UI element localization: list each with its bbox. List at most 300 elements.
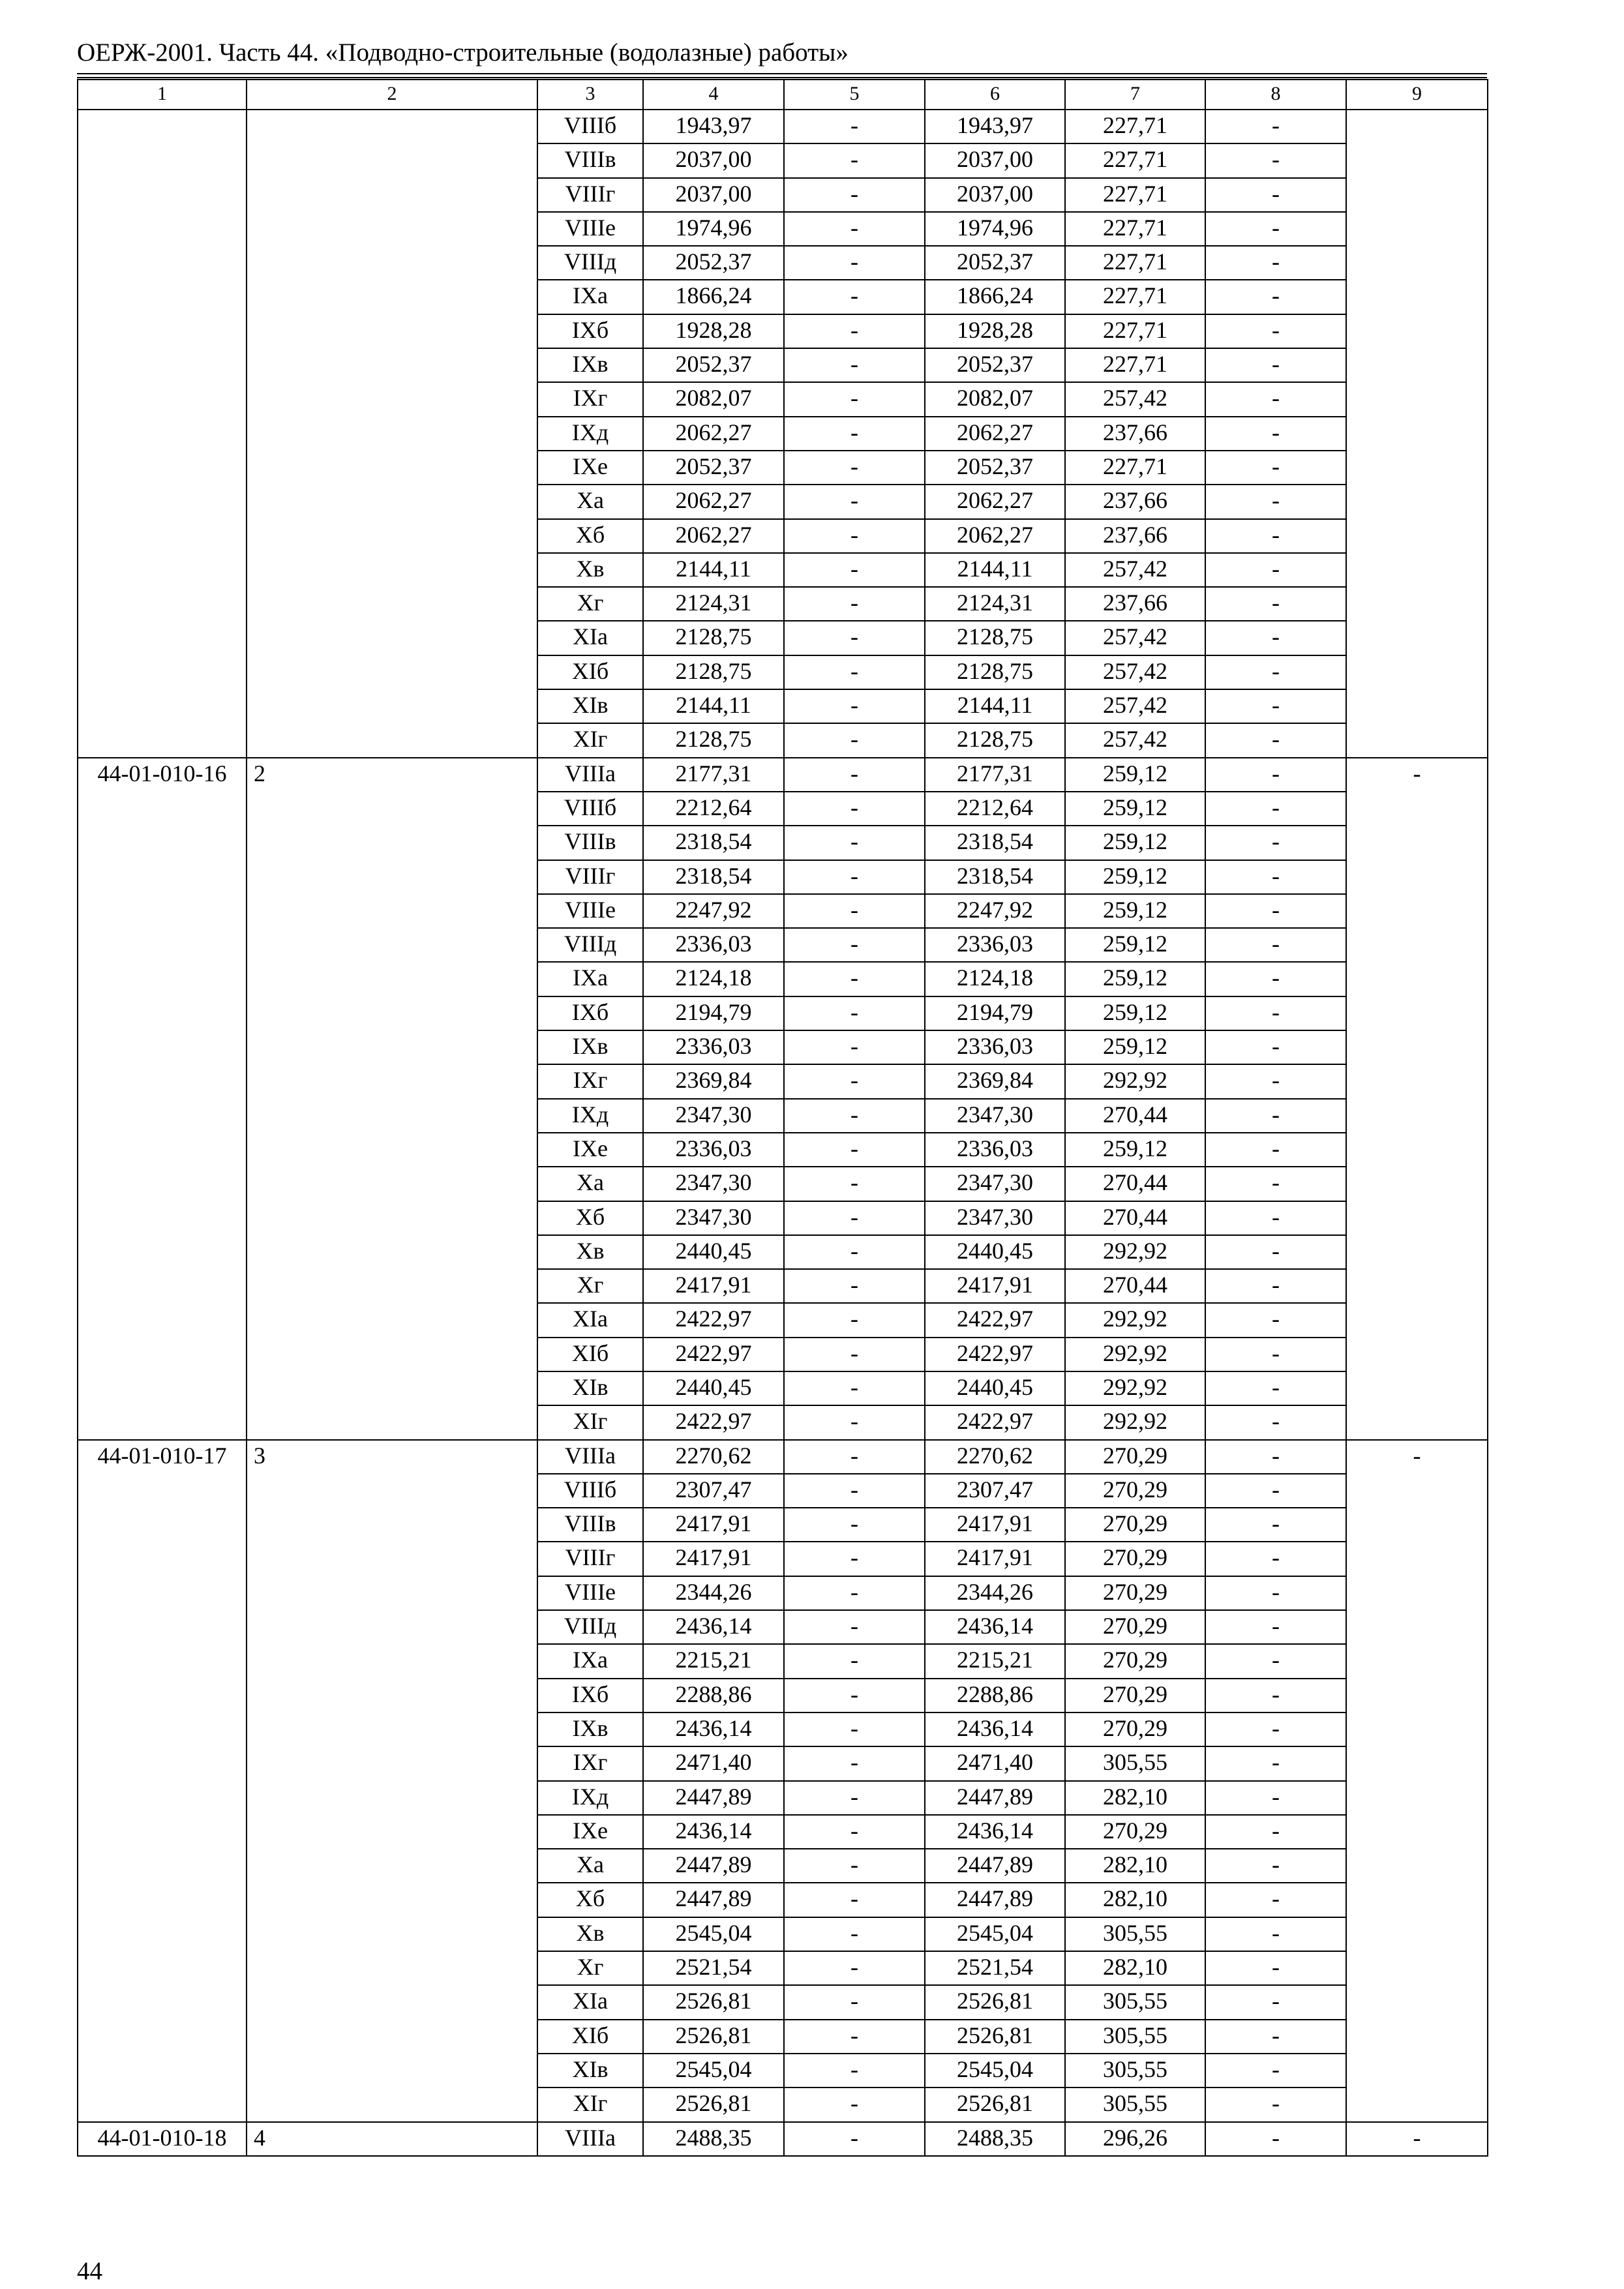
total-cost-cell: 2270,62: [643, 1440, 784, 1474]
item-number-cell: [247, 1713, 537, 1746]
resource-code-cell: [78, 382, 247, 416]
col8-cell: -: [1205, 894, 1346, 928]
col9-cell: [1346, 962, 1488, 996]
labor-cost-cell: 227,71: [1065, 143, 1205, 177]
total-cost-cell: 2422,97: [643, 1405, 784, 1439]
col8-cell: -: [1205, 519, 1346, 553]
resource-code-cell: [78, 485, 247, 518]
total-cost-cell: 2052,37: [643, 451, 784, 485]
table-row: [78, 1167, 1488, 1201]
table-row: [78, 1269, 1488, 1303]
table-row: [78, 1064, 1488, 1098]
table-row: [78, 621, 1488, 655]
category-cell: XIв: [537, 1371, 643, 1405]
labor-cost-cell: 227,71: [1065, 246, 1205, 280]
direct-cost-cell: 2447,89: [925, 1781, 1065, 1815]
total-cost-cell: 2124,18: [643, 962, 784, 996]
direct-cost-cell: 2144,11: [925, 553, 1065, 587]
col8-cell: -: [1205, 723, 1346, 757]
col8-cell: -: [1205, 417, 1346, 451]
col9-cell: [1346, 894, 1488, 928]
resource-code-cell: [78, 1713, 247, 1746]
col5-cell: -: [784, 2054, 925, 2087]
col5-cell: -: [784, 2122, 925, 2156]
category-cell: VIIIб: [537, 110, 643, 143]
total-cost-cell: 2521,54: [643, 1951, 784, 1985]
col9-cell: [1346, 1951, 1488, 1985]
category-cell: Xв: [537, 553, 643, 587]
item-number-cell: [247, 1542, 537, 1576]
direct-cost-cell: 2318,54: [925, 860, 1065, 894]
direct-cost-cell: 2062,27: [925, 417, 1065, 451]
resource-code-cell: [78, 2054, 247, 2087]
col5-cell: -: [784, 246, 925, 280]
labor-cost-cell: 227,71: [1065, 178, 1205, 212]
direct-cost-cell: 1866,24: [925, 280, 1065, 314]
resource-code-cell: [78, 1610, 247, 1644]
column-number: 8: [1205, 80, 1346, 110]
total-cost-cell: 2336,03: [643, 1030, 784, 1064]
category-cell: Xа: [537, 1849, 643, 1883]
total-cost-cell: 1928,28: [643, 314, 784, 348]
col9-cell: [1346, 587, 1488, 621]
item-number-cell: [247, 1883, 537, 1917]
col9-cell: [1346, 1371, 1488, 1405]
col8-cell: -: [1205, 655, 1346, 689]
item-number-cell: [247, 417, 537, 451]
col5-cell: -: [784, 1099, 925, 1133]
total-cost-cell: 2318,54: [643, 826, 784, 860]
column-number: 3: [537, 80, 643, 110]
table-row: [78, 655, 1488, 689]
table-row: [78, 826, 1488, 860]
col9-cell: [1346, 485, 1488, 518]
col8-cell: -: [1205, 2122, 1346, 2156]
col8-cell: -: [1205, 1099, 1346, 1133]
category-cell: IXв: [537, 1713, 643, 1746]
col9-cell: [1346, 451, 1488, 485]
col9-cell: [1346, 1064, 1488, 1098]
item-number-cell: [247, 2087, 537, 2121]
col8-cell: -: [1205, 1951, 1346, 1985]
direct-cost-cell: 1974,96: [925, 212, 1065, 246]
labor-cost-cell: 282,10: [1065, 1951, 1205, 1985]
labor-cost-cell: 292,92: [1065, 1371, 1205, 1405]
resource-code-cell: [78, 1405, 247, 1439]
labor-cost-cell: 237,66: [1065, 587, 1205, 621]
category-cell: XIа: [537, 621, 643, 655]
category-cell: IXе: [537, 1815, 643, 1849]
col8-cell: -: [1205, 1576, 1346, 1610]
table-row: [78, 2054, 1488, 2087]
labor-cost-cell: 305,55: [1065, 1917, 1205, 1951]
total-cost-cell: 2144,11: [643, 553, 784, 587]
col5-cell: -: [784, 1610, 925, 1644]
item-number-cell: [247, 1030, 537, 1064]
category-cell: Xг: [537, 587, 643, 621]
resource-code-cell: [78, 792, 247, 826]
category-cell: Xг: [537, 1951, 643, 1985]
table-row: [78, 723, 1488, 757]
table-row: [78, 1610, 1488, 1644]
col5-cell: -: [784, 1849, 925, 1883]
category-cell: VIIIб: [537, 792, 643, 826]
category-cell: Xа: [537, 485, 643, 518]
col9-cell: [1346, 1338, 1488, 1371]
header-rule-secondary: [77, 77, 1487, 78]
direct-cost-cell: 2128,75: [925, 723, 1065, 757]
total-cost-cell: 2369,84: [643, 1064, 784, 1098]
item-number-cell: [247, 1474, 537, 1508]
col5-cell: -: [784, 962, 925, 996]
col5-cell: -: [784, 1576, 925, 1610]
resource-code-cell: [78, 178, 247, 212]
col8-cell: -: [1205, 1133, 1346, 1167]
table-row: [78, 1576, 1488, 1610]
col9-cell: [1346, 1133, 1488, 1167]
labor-cost-cell: 259,12: [1065, 894, 1205, 928]
direct-cost-cell: 2422,97: [925, 1338, 1065, 1371]
header-rule: [77, 73, 1487, 74]
col8-cell: -: [1205, 1269, 1346, 1303]
category-cell: VIIIд: [537, 928, 643, 962]
labor-cost-cell: 270,29: [1065, 1815, 1205, 1849]
page-header: [77, 37, 1487, 78]
direct-cost-cell: 2344,26: [925, 1576, 1065, 1610]
table-row: [78, 1679, 1488, 1713]
col5-cell: -: [784, 758, 925, 792]
direct-cost-cell: 2212,64: [925, 792, 1065, 826]
col9-cell: [1346, 1099, 1488, 1133]
col8-cell: -: [1205, 1679, 1346, 1713]
col5-cell: -: [784, 314, 925, 348]
direct-cost-cell: 2347,30: [925, 1201, 1065, 1235]
direct-cost-cell: 2270,62: [925, 1440, 1065, 1474]
labor-cost-cell: 259,12: [1065, 1030, 1205, 1064]
resource-code-cell: [78, 1576, 247, 1610]
col8-cell: -: [1205, 451, 1346, 485]
resource-code-cell: [78, 1269, 247, 1303]
col5-cell: -: [784, 723, 925, 757]
resource-code-cell: [78, 587, 247, 621]
resource-code-cell: [78, 212, 247, 246]
total-cost-cell: 2144,11: [643, 689, 784, 723]
direct-cost-cell: 2417,91: [925, 1269, 1065, 1303]
labor-cost-cell: 270,44: [1065, 1201, 1205, 1235]
labor-cost-cell: 257,42: [1065, 689, 1205, 723]
table-row: [78, 928, 1488, 962]
item-number-cell: [247, 2020, 537, 2054]
total-cost-cell: 1943,97: [643, 110, 784, 143]
col9-cell: [1346, 1576, 1488, 1610]
resource-code-cell: [78, 1883, 247, 1917]
total-cost-cell: 2436,14: [643, 1610, 784, 1644]
resource-code-cell: [78, 1099, 247, 1133]
category-cell: VIIIв: [537, 1508, 643, 1542]
direct-cost-cell: 2037,00: [925, 143, 1065, 177]
col8-cell: -: [1205, 1371, 1346, 1405]
direct-cost-cell: 2347,30: [925, 1167, 1065, 1201]
col5-cell: -: [784, 2020, 925, 2054]
labor-cost-cell: 257,42: [1065, 621, 1205, 655]
col9-cell: [1346, 1917, 1488, 1951]
item-number-cell: [247, 519, 537, 553]
labor-cost-cell: 305,55: [1065, 2087, 1205, 2121]
col8-cell: -: [1205, 928, 1346, 962]
col5-cell: -: [784, 1064, 925, 1098]
category-cell: XIг: [537, 1405, 643, 1439]
col5-cell: -: [784, 417, 925, 451]
col9-cell: [1346, 860, 1488, 894]
total-cost-cell: 2336,03: [643, 1133, 784, 1167]
col5-cell: -: [784, 826, 925, 860]
col5-cell: -: [784, 1917, 925, 1951]
column-number: 6: [925, 80, 1065, 110]
labor-cost-cell: 305,55: [1065, 1985, 1205, 2019]
direct-cost-cell: 2307,47: [925, 1474, 1065, 1508]
table-row: [78, 1371, 1488, 1405]
table-row: [78, 2122, 1488, 2156]
category-cell: VIIIг: [537, 178, 643, 212]
col5-cell: -: [784, 894, 925, 928]
category-cell: XIа: [537, 1303, 643, 1337]
col9-cell: [1346, 212, 1488, 246]
table-row: [78, 2087, 1488, 2121]
total-cost-cell: 1974,96: [643, 212, 784, 246]
table-row: [78, 792, 1488, 826]
table-row: [78, 110, 1488, 143]
total-cost-cell: 2082,07: [643, 382, 784, 416]
col8-cell: -: [1205, 1030, 1346, 1064]
price-table: [77, 79, 1488, 2157]
col5-cell: -: [784, 1508, 925, 1542]
col9-cell: [1346, 382, 1488, 416]
column-number: 9: [1346, 80, 1488, 110]
col5-cell: -: [784, 2087, 925, 2121]
col9-cell: [1346, 996, 1488, 1030]
category-cell: VIIIд: [537, 246, 643, 280]
total-cost-cell: 2436,14: [643, 1815, 784, 1849]
item-number-cell: [247, 143, 537, 177]
resource-code-cell: [78, 417, 247, 451]
labor-cost-cell: 237,66: [1065, 519, 1205, 553]
labor-cost-cell: 292,92: [1065, 1338, 1205, 1371]
category-cell: Xб: [537, 1883, 643, 1917]
col9-cell: [1346, 519, 1488, 553]
col8-cell: -: [1205, 178, 1346, 212]
total-cost-cell: 2037,00: [643, 178, 784, 212]
labor-cost-cell: 259,12: [1065, 792, 1205, 826]
column-number: 2: [247, 80, 537, 110]
total-cost-cell: 2417,91: [643, 1269, 784, 1303]
col5-cell: -: [784, 1815, 925, 1849]
labor-cost-cell: 259,12: [1065, 826, 1205, 860]
col5-cell: -: [784, 143, 925, 177]
resource-code-cell: [78, 1508, 247, 1542]
direct-cost-cell: 2545,04: [925, 2054, 1065, 2087]
resource-code-cell: [78, 1235, 247, 1269]
col9-cell: [1346, 348, 1488, 382]
category-cell: IXд: [537, 1099, 643, 1133]
direct-cost-cell: 2440,45: [925, 1371, 1065, 1405]
col9-cell: [1346, 792, 1488, 826]
table-row: [78, 1133, 1488, 1167]
item-number-cell: [247, 996, 537, 1030]
col8-cell: -: [1205, 1440, 1346, 1474]
category-cell: IXб: [537, 1679, 643, 1713]
direct-cost-cell: 2447,89: [925, 1849, 1065, 1883]
category-cell: Xв: [537, 1235, 643, 1269]
col5-cell: -: [784, 451, 925, 485]
category-cell: VIIIг: [537, 1542, 643, 1576]
col5-cell: -: [784, 655, 925, 689]
total-cost-cell: 2436,14: [643, 1713, 784, 1746]
col9-cell: [1346, 1269, 1488, 1303]
col8-cell: -: [1205, 143, 1346, 177]
resource-code-cell: [78, 1064, 247, 1098]
item-number-cell: [247, 485, 537, 518]
col8-cell: -: [1205, 1985, 1346, 2019]
col9-cell: [1346, 1883, 1488, 1917]
resource-code-cell: [78, 1303, 247, 1337]
table-row: [78, 1338, 1488, 1371]
table-row: [78, 1474, 1488, 1508]
table-row: [78, 451, 1488, 485]
col9-cell: [1346, 826, 1488, 860]
table-row: [78, 553, 1488, 587]
category-cell: IXд: [537, 417, 643, 451]
labor-cost-cell: 292,92: [1065, 1405, 1205, 1439]
item-number-cell: [247, 1405, 537, 1439]
item-number-cell: [247, 1099, 537, 1133]
resource-code-cell: 44-01-010-17: [78, 1440, 247, 1474]
labor-cost-cell: 282,10: [1065, 1849, 1205, 1883]
col9-cell: [1346, 1405, 1488, 1439]
resource-code-cell: [78, 110, 247, 143]
category-cell: XIа: [537, 1985, 643, 2019]
item-number-cell: [247, 314, 537, 348]
resource-code-cell: [78, 2020, 247, 2054]
labor-cost-cell: 259,12: [1065, 962, 1205, 996]
total-cost-cell: 2062,27: [643, 417, 784, 451]
labor-cost-cell: 227,71: [1065, 110, 1205, 143]
resource-code-cell: 44-01-010-16: [78, 758, 247, 792]
labor-cost-cell: 227,71: [1065, 280, 1205, 314]
total-cost-cell: 2447,89: [643, 1781, 784, 1815]
col8-cell: -: [1205, 382, 1346, 416]
labor-cost-cell: 292,92: [1065, 1064, 1205, 1098]
item-number-cell: [247, 962, 537, 996]
table-row: [78, 758, 1488, 792]
item-number-cell: [247, 792, 537, 826]
category-cell: IXг: [537, 1064, 643, 1098]
resource-code-cell: [78, 314, 247, 348]
table-row: [78, 1030, 1488, 1064]
col8-cell: -: [1205, 1338, 1346, 1371]
item-number-cell: [247, 1235, 537, 1269]
direct-cost-cell: 2128,75: [925, 621, 1065, 655]
item-number-cell: 4: [247, 2122, 537, 2156]
item-number-cell: [247, 1269, 537, 1303]
total-cost-cell: 2545,04: [643, 2054, 784, 2087]
column-number: 7: [1065, 80, 1205, 110]
resource-code-cell: [78, 860, 247, 894]
col9-cell: [1346, 1201, 1488, 1235]
resource-code-cell: [78, 1338, 247, 1371]
total-cost-cell: 2440,45: [643, 1235, 784, 1269]
table-row: [78, 689, 1488, 723]
col8-cell: -: [1205, 212, 1346, 246]
resource-code-cell: [78, 962, 247, 996]
direct-cost-cell: 2124,31: [925, 587, 1065, 621]
col8-cell: -: [1205, 860, 1346, 894]
resource-code-cell: [78, 1815, 247, 1849]
col8-cell: -: [1205, 1883, 1346, 1917]
col9-cell: [1346, 280, 1488, 314]
total-cost-cell: 2545,04: [643, 1917, 784, 1951]
category-cell: IXв: [537, 1030, 643, 1064]
category-cell: VIIIа: [537, 1440, 643, 1474]
table-row: [78, 1099, 1488, 1133]
resource-code-cell: [78, 1133, 247, 1167]
total-cost-cell: 2318,54: [643, 860, 784, 894]
direct-cost-cell: 2447,89: [925, 1883, 1065, 1917]
col8-cell: -: [1205, 485, 1346, 518]
resource-code-cell: [78, 1201, 247, 1235]
table-row: [78, 212, 1488, 246]
col5-cell: -: [784, 1405, 925, 1439]
col5-cell: -: [784, 1371, 925, 1405]
direct-cost-cell: 2336,03: [925, 928, 1065, 962]
labor-cost-cell: 282,10: [1065, 1781, 1205, 1815]
resource-code-cell: [78, 451, 247, 485]
page-title: ОЕРЖ-2001. Часть 44. «Подводно-строительные (водолазные) работы»: [77, 38, 849, 67]
col9-cell: [1346, 1474, 1488, 1508]
total-cost-cell: 2062,27: [643, 519, 784, 553]
category-cell: IXг: [537, 1746, 643, 1780]
direct-cost-cell: 2347,30: [925, 1099, 1065, 1133]
total-cost-cell: 2526,81: [643, 1985, 784, 2019]
col8-cell: -: [1205, 1713, 1346, 1746]
col5-cell: -: [784, 178, 925, 212]
col5-cell: -: [784, 280, 925, 314]
item-number-cell: [247, 1917, 537, 1951]
col9-cell: [1346, 621, 1488, 655]
item-number-cell: 3: [247, 1440, 537, 1474]
table-row: [78, 1405, 1488, 1439]
labor-cost-cell: 270,29: [1065, 1474, 1205, 1508]
item-number-cell: [247, 451, 537, 485]
col8-cell: -: [1205, 2054, 1346, 2087]
direct-cost-cell: 2247,92: [925, 894, 1065, 928]
category-cell: Xв: [537, 1917, 643, 1951]
item-number-cell: [247, 1679, 537, 1713]
table-row: [78, 382, 1488, 416]
col5-cell: -: [784, 553, 925, 587]
direct-cost-cell: 2062,27: [925, 519, 1065, 553]
direct-cost-cell: 2144,11: [925, 689, 1065, 723]
resource-code-cell: [78, 246, 247, 280]
resource-code-cell: [78, 519, 247, 553]
total-cost-cell: 2037,00: [643, 143, 784, 177]
labor-cost-cell: 270,44: [1065, 1099, 1205, 1133]
col5-cell: -: [784, 110, 925, 143]
item-number-cell: [247, 655, 537, 689]
resource-code-cell: [78, 1951, 247, 1985]
item-number-cell: [247, 246, 537, 280]
labor-cost-cell: 259,12: [1065, 860, 1205, 894]
labor-cost-cell: 259,12: [1065, 1133, 1205, 1167]
